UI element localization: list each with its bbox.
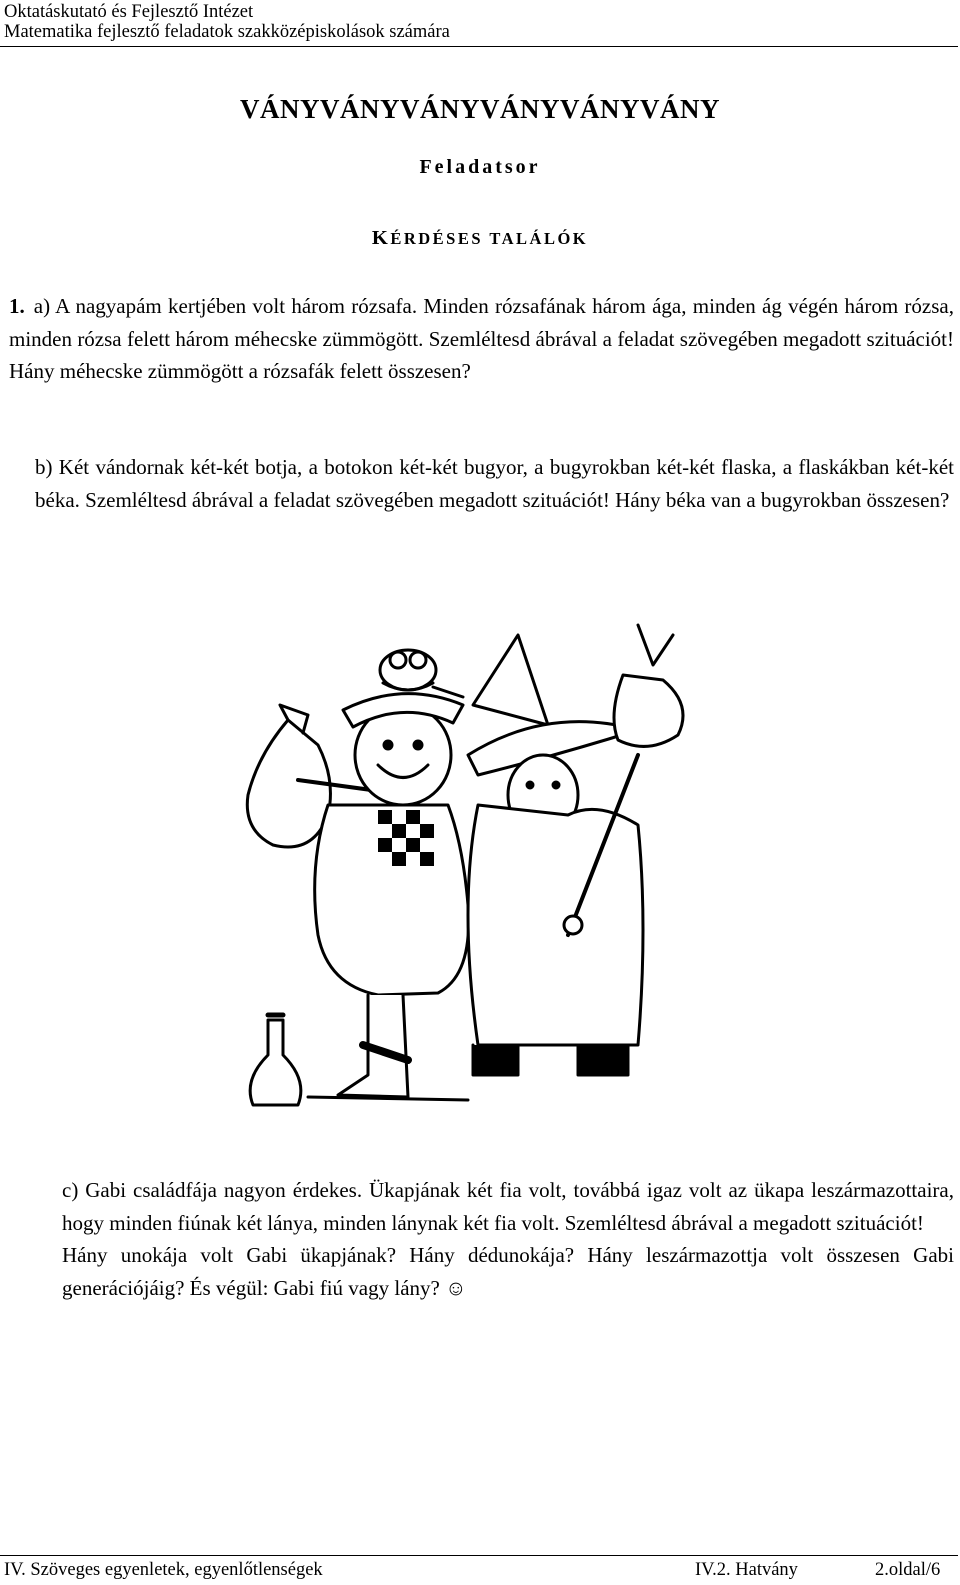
page-title: VÁNYVÁNYVÁNYVÁNYVÁNYVÁNY [240, 94, 720, 124]
task-1c-questions [62, 1239, 954, 1304]
footer-page-number: 2.oldal/6 [875, 1560, 941, 1580]
task-1b [35, 451, 954, 516]
task-1a [9, 290, 954, 388]
footer-section: IV.2. Hatvány [695, 1560, 798, 1580]
task-number: 1. [9, 294, 25, 318]
task-1b-text: b) Két vándornak két-két botja, a botokon két-két bugyor, a bugyrokban két-két flaska, a flaskákban két-két béka. Szemléltesd ábrával a feladat szövegében megadott szituációt! Hány béka van a bugyrokban összesen? [35, 455, 954, 512]
worksheet-label: Feladatsor [419, 156, 541, 178]
header-subtitle: Matematika fejlesztő feladatok szakközépiskolások számára [4, 22, 450, 42]
section-heading-rest: ÉRDÉSES TALÁLÓK [390, 229, 589, 248]
footer-divider [0, 1555, 958, 1556]
header-divider [0, 46, 958, 47]
header-institute: Oktatáskutató és Fejlesztő Intézet [4, 2, 254, 22]
section-heading [0, 227, 960, 250]
footer-chapter: IV. Szöveges egyenletek, egyenlőtlenségek [4, 1560, 323, 1580]
section-heading-initial: K [371, 227, 391, 249]
task-1a-text: a) A nagyapám kertjében volt három rózsafa. Minden rózsafának három ága, minden ág végén három rózsa, minden rózsa felett három méhecske zümmögött. Szemléltesd ábrával a feladat szövegében megadott szituációt! Hány méhecske zümmögött a rózsafák felett összesen? [9, 294, 954, 383]
wanderers-illustration [218, 605, 718, 1120]
task-1c [62, 1174, 954, 1304]
smiley-icon: ☺ [445, 1275, 467, 1300]
task-1c-questions-text: Hány unokája volt Gabi ükapjának? Hány dédunokája? Hány leszármazottja volt összesen Gabi generációjáig? És végül: Gabi fiú vagy lány? [62, 1243, 954, 1300]
task-1c-text: c) Gabi családfája nagyon érdekes. Ükapjának két fia volt, továbbá igaz volt az ükapa leszármazottaira, hogy minden fiúnak két lánya, minden lánynak két fia volt. Szemléltesd ábrával a megadott szituációt! [62, 1178, 954, 1235]
